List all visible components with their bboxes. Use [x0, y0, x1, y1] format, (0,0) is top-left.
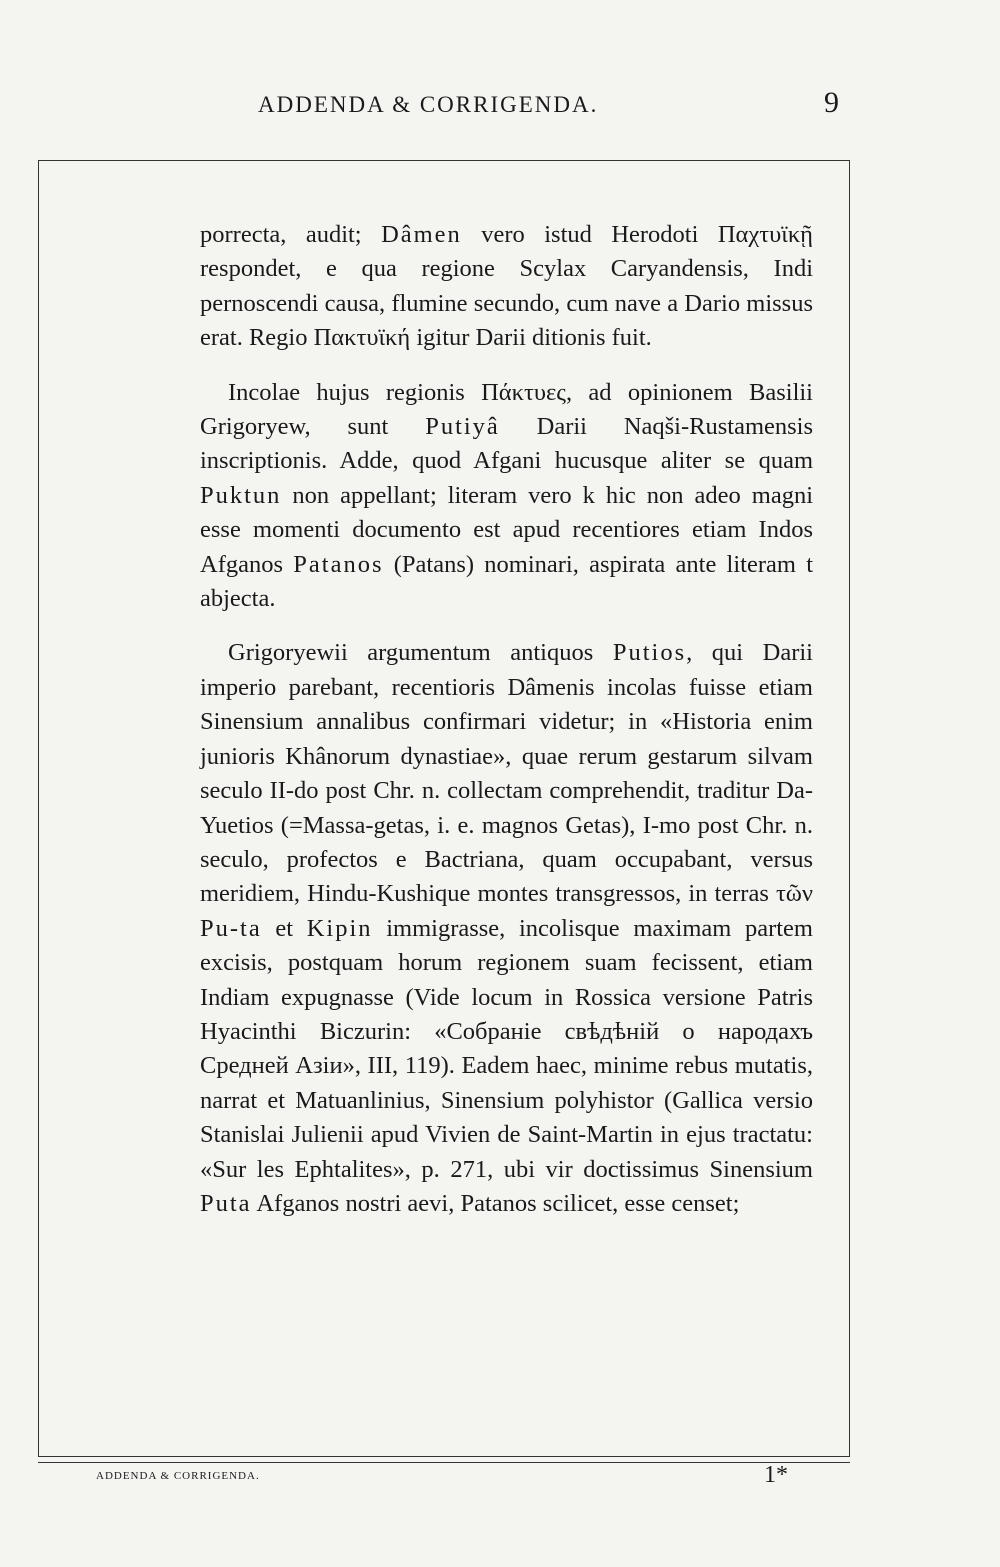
spaced-name: Puktun — [200, 481, 282, 509]
signature-mark: 1* — [764, 1462, 788, 1488]
paragraph — [200, 218, 813, 356]
spaced-name: Patanos — [293, 550, 384, 578]
text-run: non appellant; literam vero k hic non adeo magni esse momenti documento est apud recentiores etiam Indos Afganos — [200, 481, 813, 578]
text-run: , qui Darii imperio parebant, recentioris Dâmenis incolas fuisse etiam Sinensium annalibus confirmari videtur; in «Historia enim junioris Khânorum dynastiae», quae rerum gestarum silvam seculo II-do post Chr. n. collectam comprehendit, traditur Da-Yuetios (=Massa-getas, i. e. magnos Getas), I-mo post Chr. n. seculo, profectos e Bactriana, quam occupabant, versus meridiem, Hindu-Kushique montes transgressos, in terras τῶν — [200, 639, 813, 908]
text-run: et — [261, 914, 307, 942]
page-number: 9 — [824, 86, 839, 119]
footer-rule — [38, 1462, 850, 1463]
text-run: (Patans) nominari, aspirata ante literam t abjecta. — [200, 550, 813, 613]
text-run: Incolae hujus regionis Πάκτυες, ad opinionem Basilii Grigoryew, sunt — [200, 378, 813, 441]
spaced-name: Putiyâ — [425, 413, 500, 441]
signature-label: ADDENDA & CORRIGENDA. — [96, 1470, 260, 1482]
spaced-name: Puta — [200, 1189, 252, 1217]
text-run: Darii Naqši-Rustamensis inscriptionis. Adde, quod Afgani hucusque aliter se quam — [200, 413, 813, 475]
running-head: ADDENDA & CORRIGENDA. — [258, 92, 599, 117]
spaced-name: Putios — [612, 639, 687, 667]
text-run: vero istud Herodoti Παχτυϊκῇ respondet, e qua regione Scylax Caryandensis, Indi pernoscendi causa, flumine secundo, cum nave a Dario missus erat. Regio Πακτυϊκή igitur Darii ditionis fuit. — [200, 221, 813, 352]
paragraph — [200, 636, 813, 1221]
text-run: porrecta, audit; — [200, 221, 382, 248]
text-run: Afganos nostri aevi, Patanos scilicet, esse censet; — [251, 1189, 740, 1217]
spaced-name: Kipin — [306, 914, 373, 942]
paragraph — [200, 376, 813, 617]
text-block — [200, 218, 813, 1221]
text-run: Grigoryewii argumentum antiquos — [228, 639, 613, 667]
text-run: immigrasse, incolisque maximam partem excisis, postquam horum regionem suam fecissent, etiam Indiam expugnasse (Vide locum in Rossica versione Patris Hyacinthi Biczurin: «Собранiе свѣдѣнiй о народахъ Средней Азiи», III, 119). Eadem haec, minime rebus mutatis, narrat et Matuanlinius, Sinensium polyhistor (Gallica versio Stanislai Julienii apud Vivien de Saint-Martin in ejus tractatu: «Sur les Ephtalites», p. 271, ubi vir doctissimus Sinensium — [200, 914, 813, 1183]
spaced-name: Dâmen — [381, 221, 462, 248]
spaced-name: Pu-ta — [200, 914, 262, 942]
